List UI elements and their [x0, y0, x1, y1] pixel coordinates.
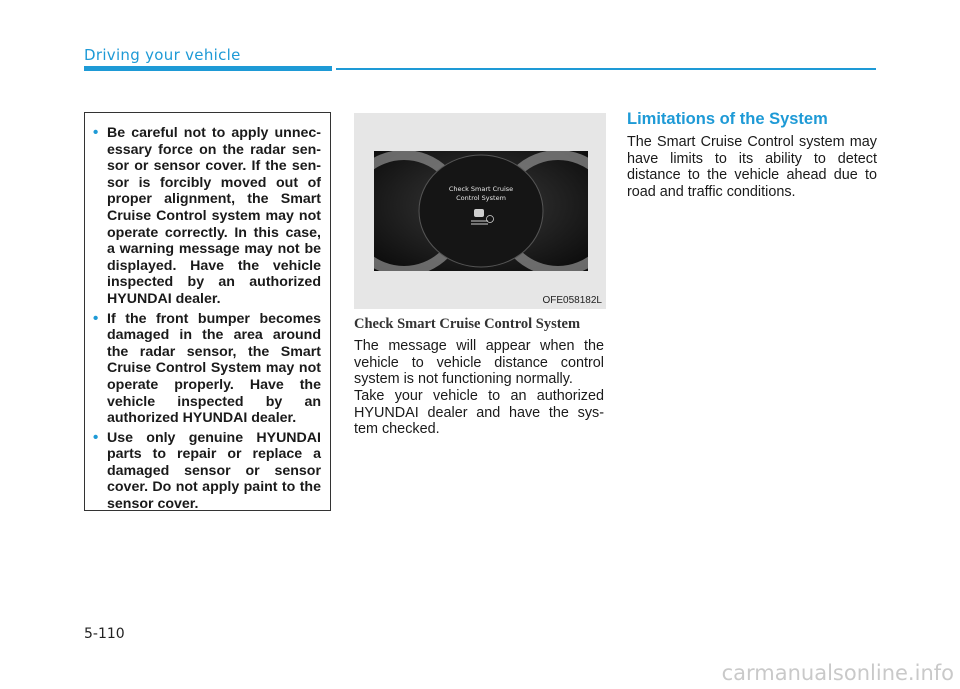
- section-title: Driving your vehicle: [84, 46, 241, 64]
- watermark: carmanualsonline.info: [721, 661, 954, 685]
- limitations-paragraph: The Smart Cruise Control system may have limits to its ability to detect distance to the vehicle ahead due to road and traffic conditions.: [627, 134, 877, 200]
- instrument-cluster-illustration: [374, 151, 588, 271]
- caution-text: Use only genuine HYUNDAI parts to repair or replace a damaged sensor or sensor cover. Do not apply paint to the sensor cover.: [107, 429, 321, 513]
- caution-list: [85, 113, 330, 513]
- caution-text: If the front bumper becomes damaged in the area around the radar sensor, the Smart Cruise Control System may not operate properly. Have the vehicle inspected by an authorized HYUNDAI dealer.: [107, 310, 321, 427]
- caution-item: [93, 309, 321, 427]
- check-section-title: Check Smart Cruise Control System: [354, 316, 581, 332]
- bullet-icon: •: [93, 428, 99, 446]
- limitations-title: Limitations of the System: [627, 110, 828, 128]
- caution-text: Be careful not to apply unnec-essary force on the radar sen-sor or sensor cover. If the sen-sor is forcibly moved out of proper alignment, the Smart Cruise Control system may not operate correctly. In this case, a warning message may not be displayed. Have the vehicle inspected by an authorized HYUNDAI dealer.: [107, 125, 321, 307]
- figure-code: OFE058182L: [542, 295, 602, 306]
- check-paragraph-1: The message will appear when the vehicle to vehicle distance control system is not functioning normally.: [354, 338, 604, 388]
- bullet-icon: •: [93, 309, 99, 327]
- caution-item: [93, 428, 321, 513]
- page-number: 5-110: [84, 626, 125, 642]
- check-paragraph-2: Take your vehicle to an authorized HYUNDAI dealer and have the sys-tem checked.: [354, 388, 604, 438]
- caution-item: [93, 124, 321, 308]
- bullet-icon: •: [93, 124, 99, 141]
- header-rule-thin: [336, 68, 876, 70]
- cluster-figure: [354, 113, 606, 309]
- caution-box: [84, 112, 331, 511]
- screen-message-line2: Control System: [456, 194, 506, 202]
- header-rule-thick: [84, 66, 332, 71]
- screen-message-line1: Check Smart Cruise: [448, 185, 514, 193]
